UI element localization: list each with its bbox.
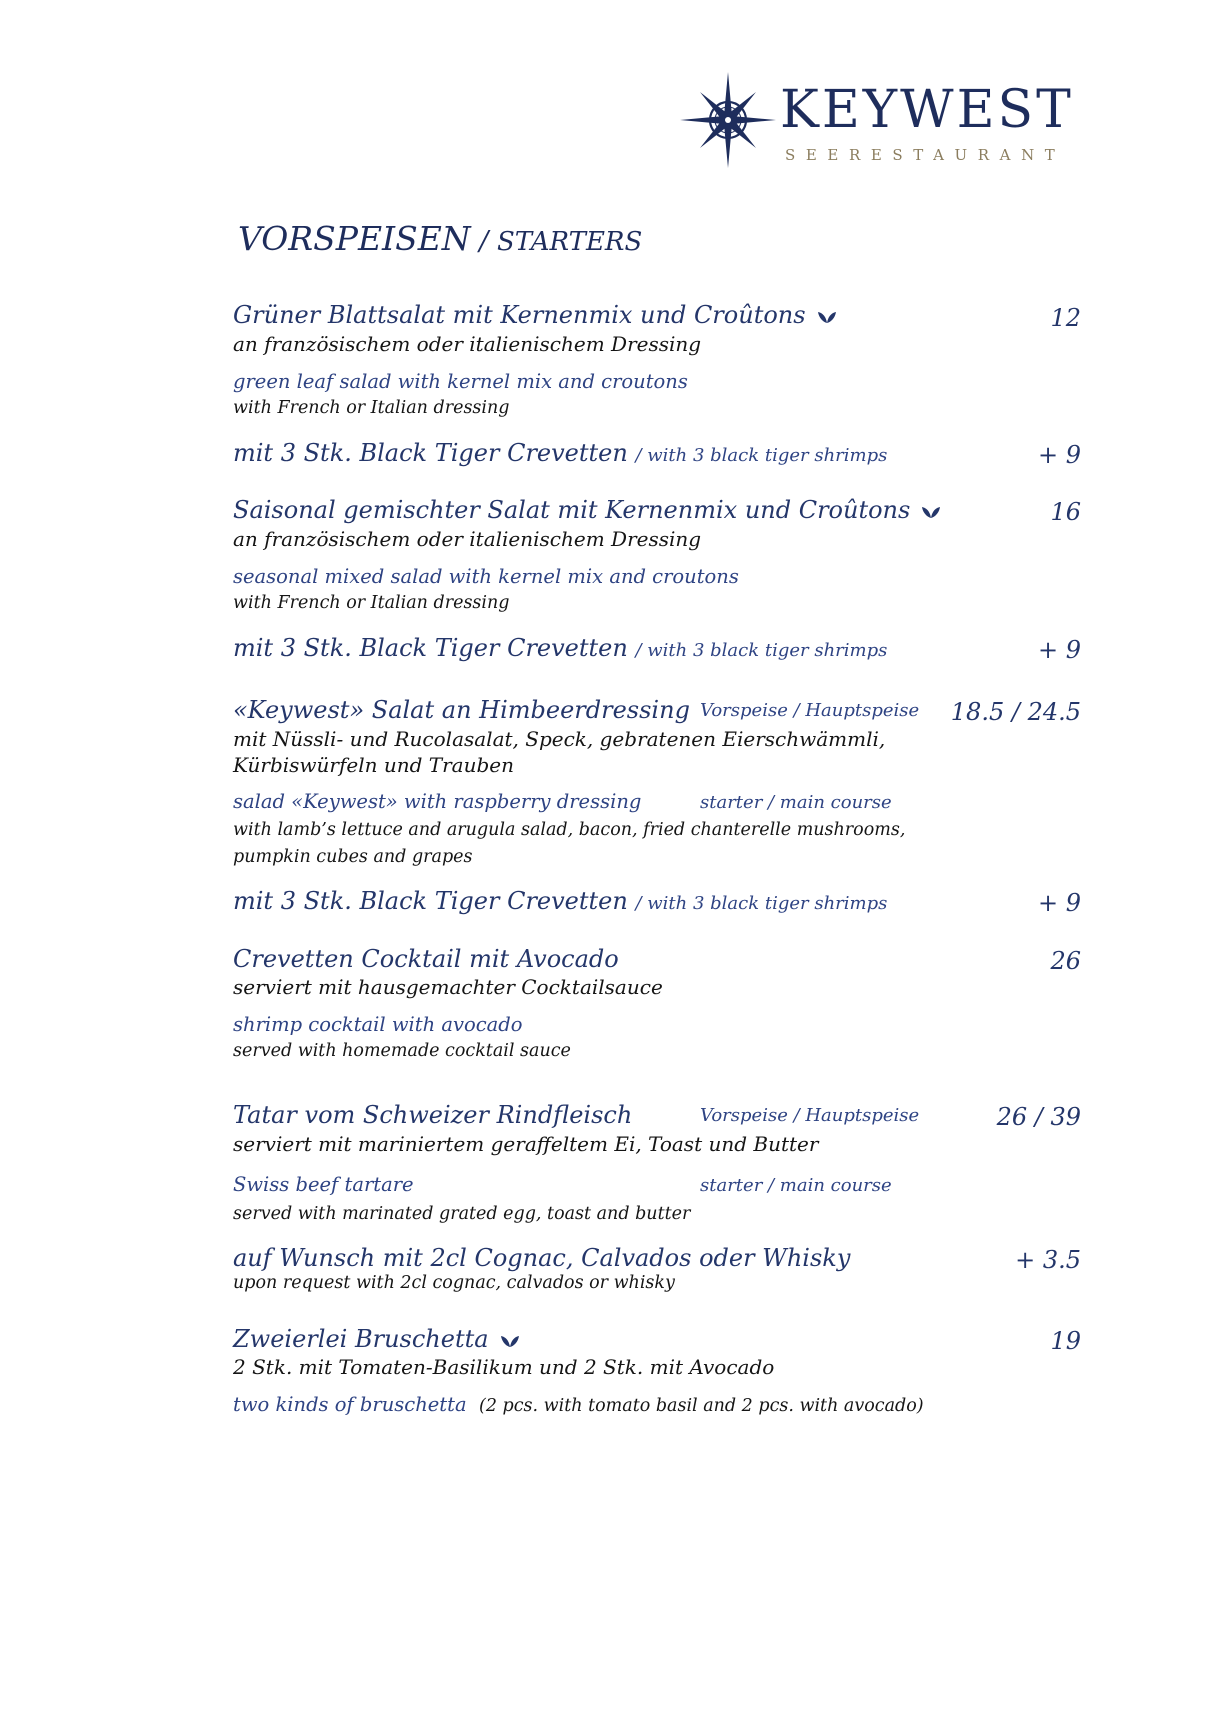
addon-price: + 9 bbox=[1037, 889, 1081, 917]
addon-en: / with 3 black tiger shrimps bbox=[635, 445, 888, 466]
leaf-icon bbox=[920, 505, 942, 519]
item-desc-en: with French or Italian dressing bbox=[233, 398, 510, 418]
item-desc-en: served with homemade cocktail sauce bbox=[233, 1041, 571, 1061]
section-subtitle: STARTERS bbox=[496, 227, 643, 257]
item-price: 18.5 / 24.5 bbox=[950, 698, 1081, 726]
restaurant-logo bbox=[678, 70, 1078, 180]
item-addon bbox=[233, 636, 887, 660]
item-desc-de: an französischem oder italienischem Dressing bbox=[233, 332, 702, 356]
item-addon bbox=[233, 441, 887, 465]
item-title-de: Crevetten Cocktail mit Avocado bbox=[233, 945, 619, 973]
item-title-en: two kinds of bruschetta (2 pcs. with tomato basil and 2 pcs. with avocado) bbox=[233, 1393, 924, 1416]
item-desc-de: mit Nüssli- und Rucolasalat, Speck, gebratenen Eierschwämmli, bbox=[233, 727, 886, 751]
item-title-de: Grüner Blattsalat mit Kernenmix und Croûtons bbox=[233, 303, 838, 327]
item-title-en: seasonal mixed salad with kernel mix and croutons bbox=[233, 565, 739, 588]
item-addon-de: auf Wunsch mit 2cl Cognac, Calvados oder Whisky bbox=[233, 1244, 851, 1272]
section-separator: / bbox=[479, 226, 489, 257]
addon-en: / with 3 black tiger shrimps bbox=[635, 893, 888, 914]
leaf-icon bbox=[499, 1334, 521, 1348]
item-title-de: Saisonal gemischter Salat mit Kernenmix und Croûtons bbox=[233, 498, 942, 522]
item-price: 26 bbox=[1050, 947, 1081, 975]
addon-price: + 9 bbox=[1037, 636, 1081, 664]
item-desc-en: with lamb’s lettuce and arugula salad, bacon, fried chanterelle mushrooms, bbox=[233, 820, 906, 840]
addon-en: / with 3 black tiger shrimps bbox=[635, 640, 888, 661]
addon-price: + 3.5 bbox=[1015, 1246, 1081, 1274]
item-title-de: Tatar vom Schweizer Rindfleisch bbox=[233, 1101, 633, 1129]
brand-name: KEYWEST bbox=[780, 80, 1074, 140]
item-title-en: green leaf salad with kernel mix and croutons bbox=[233, 370, 688, 393]
item-price: 12 bbox=[1050, 304, 1081, 332]
section-title: VORSPEISEN bbox=[238, 219, 471, 258]
addon-de: mit 3 Stk. Black Tiger Crevetten bbox=[233, 439, 628, 467]
item-course-de: Vorspeise / Hauptspeise bbox=[700, 1105, 920, 1126]
item-desc-de: serviert mit mariniertem geraffeltem Ei, Toast und Butter bbox=[233, 1132, 819, 1156]
item-course-en: starter / main course bbox=[700, 1175, 892, 1196]
brand-tagline: SEERESTAURANT bbox=[785, 146, 1066, 164]
addon-price: + 9 bbox=[1037, 441, 1081, 469]
item-addon-en: upon request with 2cl cognac, calvados or whisky bbox=[233, 1273, 675, 1293]
item-desc-de: an französischem oder italienischem Dressing bbox=[233, 527, 702, 551]
item-desc-en: served with marinated grated egg, toast and butter bbox=[233, 1204, 691, 1224]
section-heading bbox=[238, 219, 643, 258]
item-price: 16 bbox=[1050, 498, 1081, 526]
item-desc-en: pumpkin cubes and grapes bbox=[233, 847, 473, 867]
addon-de: mit 3 Stk. Black Tiger Crevetten bbox=[233, 887, 628, 915]
item-price: 19 bbox=[1050, 1327, 1081, 1355]
item-course-de: Vorspeise / Hauptspeise bbox=[700, 700, 920, 721]
addon-de: mit 3 Stk. Black Tiger Crevetten bbox=[233, 634, 628, 662]
item-title-en: salad «Keywest» with raspberry dressing bbox=[233, 790, 642, 813]
leaf-icon bbox=[816, 310, 838, 324]
item-desc-de: 2 Stk. mit Tomaten-Basilikum und 2 Stk. mit Avocado bbox=[233, 1355, 775, 1379]
item-desc-en: (2 pcs. with tomato basil and 2 pcs. with avocado) bbox=[479, 1396, 924, 1416]
item-title-en: shrimp cocktail with avocado bbox=[233, 1013, 523, 1036]
item-title-en: Swiss beef tartare bbox=[233, 1173, 414, 1196]
item-desc-en: with French or Italian dressing bbox=[233, 593, 510, 613]
item-course-en: starter / main course bbox=[700, 792, 892, 813]
item-title-de: Zweierlei Bruschetta bbox=[233, 1327, 521, 1351]
item-title-de: «Keywest» Salat an Himbeerdressing bbox=[233, 696, 690, 724]
item-desc-de: serviert mit hausgemachter Cocktailsauce bbox=[233, 975, 663, 999]
item-addon bbox=[233, 889, 887, 913]
item-desc-de: Kürbiswürfeln und Trauben bbox=[233, 753, 514, 777]
compass-rose-icon bbox=[678, 70, 778, 170]
item-price: 26 / 39 bbox=[996, 1103, 1081, 1131]
